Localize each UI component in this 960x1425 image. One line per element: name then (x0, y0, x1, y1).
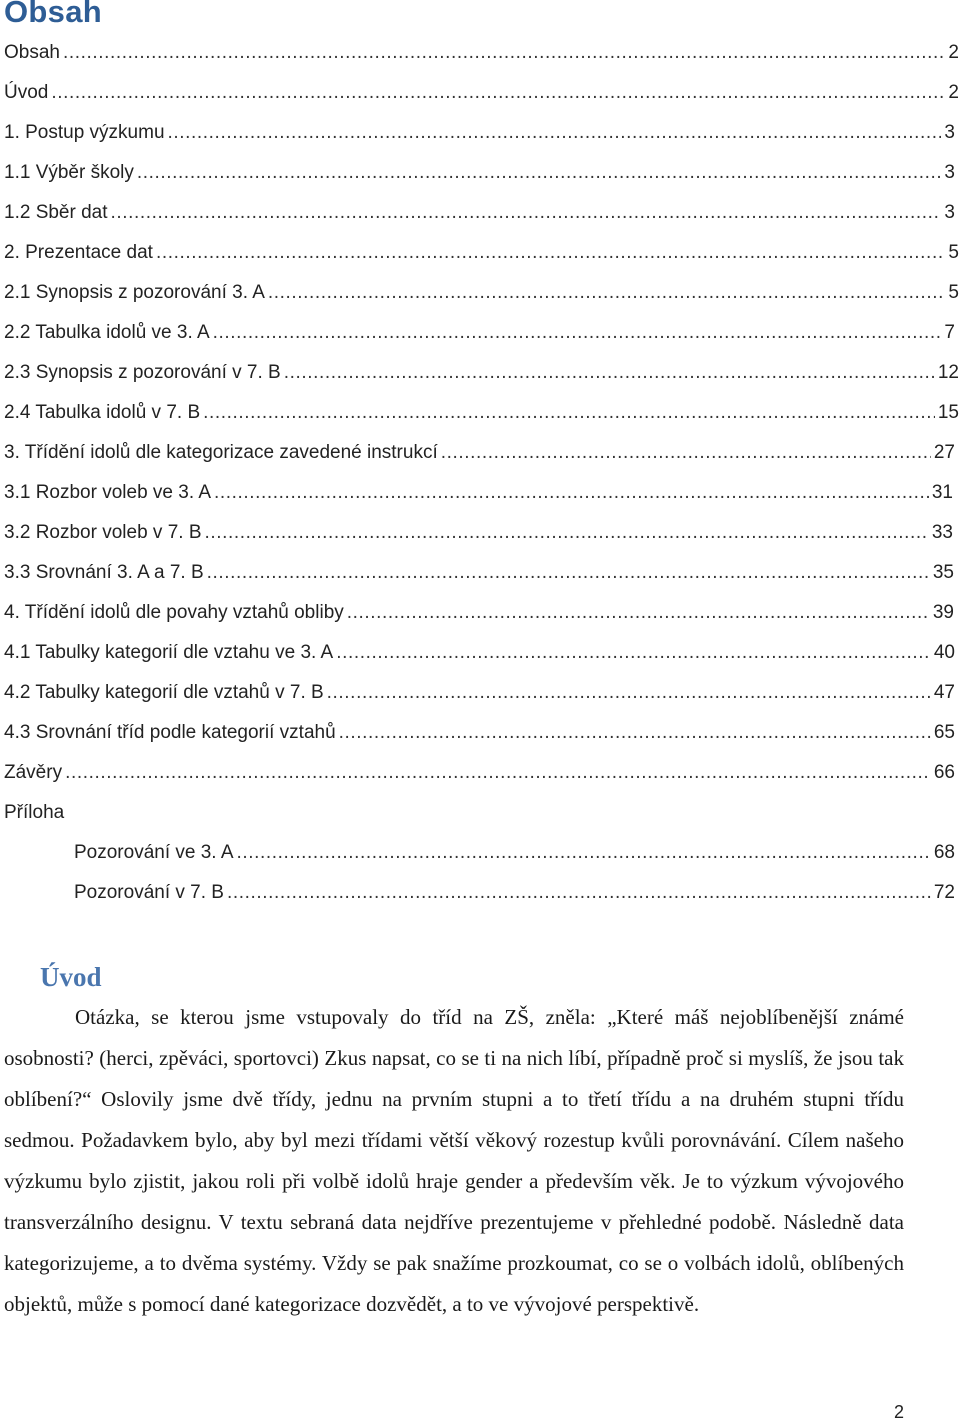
toc-entry-title: 2.3 Synopsis z pozorování v 7. B (4, 362, 281, 383)
toc-leader-dots (205, 513, 929, 553)
toc-entry[interactable] (4, 193, 955, 233)
toc-entry-page: 5 (948, 242, 959, 263)
toc-leader-dots (237, 833, 931, 873)
toc-leader-dots (111, 193, 942, 233)
toc-leader-dots (441, 433, 931, 473)
toc-entry[interactable] (4, 393, 959, 433)
toc-entry-title: Obsah (4, 42, 60, 63)
toc-entry[interactable] (4, 113, 955, 153)
toc-leader-dots (168, 113, 942, 153)
toc-entry-page: 2 (948, 82, 959, 103)
toc-entry-page: 5 (948, 282, 959, 303)
toc-entry-page: 39 (932, 602, 954, 623)
toc-entry-title: 1.1 Výběr školy (4, 162, 134, 183)
toc-entry-title: 4.1 Tabulky kategorií dle vztahu ve 3. A (4, 642, 334, 663)
toc-entry-title: 3.1 Rozbor voleb ve 3. A (4, 482, 212, 503)
toc-entry[interactable] (4, 633, 955, 673)
toc-leader-dots (65, 753, 931, 793)
toc-entry-title: Pozorování ve 3. A (74, 842, 234, 863)
toc-entry[interactable] (4, 33, 959, 73)
toc-entry[interactable] (4, 433, 955, 473)
appendix-entry[interactable] (74, 833, 955, 873)
toc-entry-title: Úvod (4, 82, 49, 103)
toc-entry[interactable] (4, 513, 953, 553)
toc-leader-dots (327, 673, 931, 713)
toc-entry-title: 3.3 Srovnání 3. A a 7. B (4, 562, 204, 583)
toc-entry-title: Závěry (4, 762, 63, 783)
toc-entry-page: 68 (933, 842, 955, 863)
toc-entry-title: 1.2 Sběr dat (4, 202, 108, 223)
toc-leader-dots (214, 473, 929, 513)
toc-leader-dots (284, 353, 935, 393)
toc-entry[interactable] (4, 73, 959, 113)
toc-leader-dots (336, 633, 931, 673)
toc-leader-dots (203, 393, 935, 433)
toc-entry-title: 4.2 Tabulky kategorií dle vztahů v 7. B (4, 682, 324, 703)
toc-entry-page: 65 (933, 722, 955, 743)
toc-entry-page: 3 (944, 122, 955, 143)
toc-entry-title: Pozorování v 7. B (74, 882, 224, 903)
appendix-entry[interactable] (74, 873, 955, 913)
toc-entry-page: 15 (937, 402, 959, 423)
toc-entry-title: 2. Prezentace dat (4, 242, 153, 263)
toc-entry-page: 31 (931, 482, 953, 503)
toc-entry[interactable] (4, 473, 953, 513)
toc-entry-page: 35 (932, 562, 954, 583)
appendix-label: Příloha (4, 802, 65, 823)
toc-leader-dots (137, 153, 942, 193)
toc-entry-page: 7 (944, 322, 955, 343)
toc-entry[interactable] (4, 313, 955, 353)
toc-entry[interactable] (4, 713, 955, 753)
toc-entry-page: 33 (931, 522, 953, 543)
toc-leader-dots (213, 313, 942, 353)
toc-entry-page: 12 (937, 362, 959, 383)
toc-entry[interactable] (4, 273, 959, 313)
toc-entry-title: 4.3 Srovnání tříd podle kategorií vztahů (4, 722, 336, 743)
toc-entry-page: 3 (944, 202, 955, 223)
toc-entry[interactable] (4, 673, 955, 713)
toc-entry[interactable] (4, 153, 955, 193)
toc-leader-dots (156, 233, 945, 273)
toc-heading: Obsah (4, 0, 102, 29)
toc-leader-dots (268, 273, 946, 313)
toc-leader-dots (63, 33, 945, 73)
toc-entry[interactable] (4, 353, 959, 393)
toc-entry[interactable] (4, 593, 954, 633)
toc-entry-title: 2.1 Synopsis z pozorování 3. A (4, 282, 265, 303)
toc-leader-dots (227, 873, 931, 913)
toc-entry-title: 4. Třídění idolů dle povahy vztahů obliby (4, 602, 344, 623)
toc-entry-title: 3.2 Rozbor voleb v 7. B (4, 522, 202, 543)
toc-entry-title: 3. Třídění idolů dle kategorizace zavedené instrukcí (4, 442, 438, 463)
page-number: 2 (893, 1402, 904, 1422)
toc-entry-page: 72 (933, 882, 955, 903)
toc-entry-page: 2 (948, 42, 959, 63)
toc-entry-page: 66 (933, 762, 955, 783)
toc-entry-title: 2.4 Tabulka idolů v 7. B (4, 402, 201, 423)
intro-paragraph: Otázka, se kterou jsme vstupovaly do tříd na ZŠ, zněla: „Které máš nejoblíbenější známé osobnosti? (herci, zpěváci, sportovci) Zkus napsat, co se ti na nich líbí, případně proč si myslíš, že jsou tak oblíbení?“ Oslovily jsme dvě třídy, jednu na prvním stupni a to třetí třídu a na druhém stupni třídu sedmou. Požadavkem bylo, aby byl mezi třídami větší věkový rozestup kvůli porovnávání. Cílem našeho výzkumu bylo zjistit, jakou roli při volbě idolů hraje gender a především věk. Je to výzkum vývojového transverzálního designu. V textu sebraná data nejdříve prezentujeme v přehledné podobě. Následně data kategorizujeme, a to dvěma systémy. Vždy se pak snažíme prozkoumat, co se o volbách idolů, oblíbených objektů, může s pomocí dané kategorizace dozvědět, a to ve vývojové perspektivě. (4, 1005, 904, 1316)
toc-leader-dots (347, 593, 930, 633)
toc-entry-page: 27 (933, 442, 955, 463)
toc-entry-title: 2.2 Tabulka idolů ve 3. A (4, 322, 210, 343)
toc-leader-dots (207, 553, 930, 593)
toc-entry-page: 3 (944, 162, 955, 183)
toc-entry[interactable] (4, 233, 959, 273)
toc-leader-dots (51, 73, 945, 113)
toc-leader-dots (339, 713, 931, 753)
toc-entry-title: 1. Postup výzkumu (4, 122, 165, 143)
intro-heading: Úvod (40, 962, 102, 992)
toc-entry-page: 40 (933, 642, 955, 663)
toc-entry[interactable] (4, 553, 954, 593)
toc-entry-page: 47 (933, 682, 955, 703)
toc-entry[interactable] (4, 753, 955, 793)
